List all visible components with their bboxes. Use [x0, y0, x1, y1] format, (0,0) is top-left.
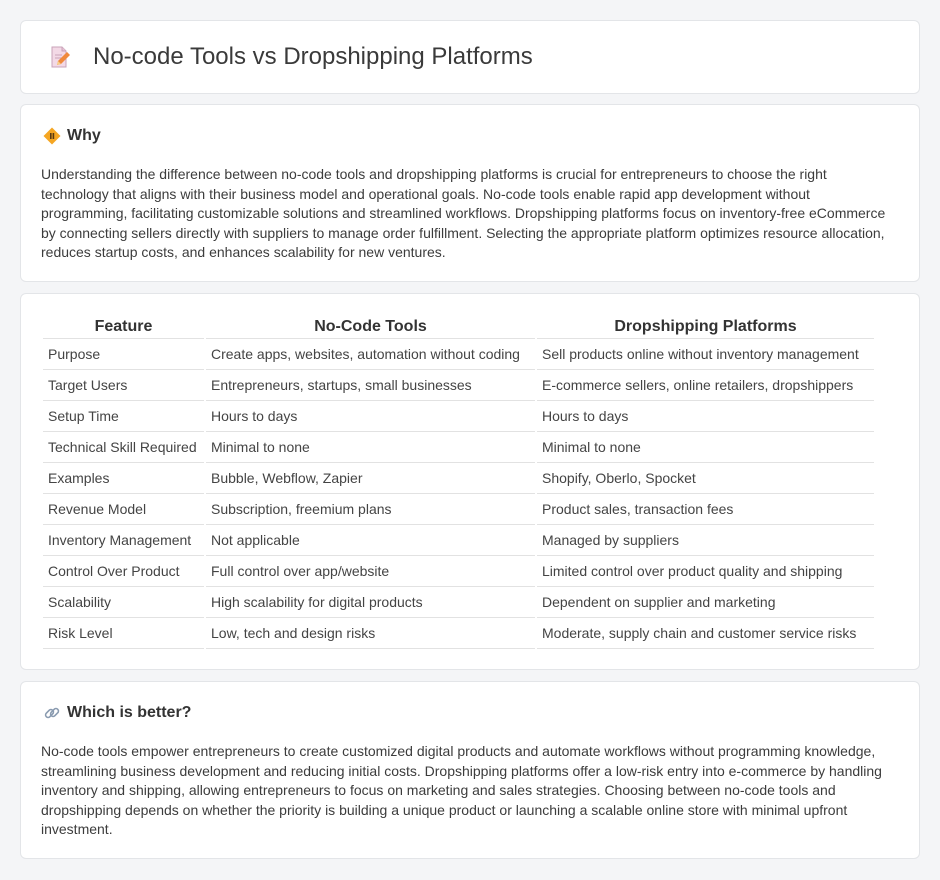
table-row: [43, 618, 874, 649]
why-text: Understanding the difference between no-code tools and dropshipping platforms is crucial for entrepreneurs to choose the right technology that aligns with their business model and operational goals. No-code tools enable rapid app development without programming, facilitating customizable solutions and streamlined workflows. Dropshipping platforms focus on inventory-free eCommerce by connecting sellers directly with suppliers to manage order fulfillment. Selecting the appropriate platform optimizes resource allocation, reduces startup costs, and enhances scalability for new ventures.: [41, 166, 886, 261]
table-body: [43, 339, 874, 649]
cell-dropshipping: Managed by suppliers: [537, 525, 874, 556]
cell-no-code: Entrepreneurs, startups, small businesses: [206, 370, 535, 401]
cell-no-code: Hours to days: [206, 401, 535, 432]
link-icon: [43, 704, 61, 722]
cell-feature: Scalability: [43, 587, 204, 618]
cell-feature: Setup Time: [43, 401, 204, 432]
which-better-card: [20, 681, 920, 859]
cell-dropshipping: Shopify, Oberlo, Spocket: [537, 463, 874, 494]
cell-dropshipping: Dependent on supplier and marketing: [537, 587, 874, 618]
table-row: [43, 525, 874, 556]
column-header-feature: Feature: [43, 316, 204, 339]
cell-no-code: Subscription, freemium plans: [206, 494, 535, 525]
cell-dropshipping: Minimal to none: [537, 432, 874, 463]
cell-dropshipping: Sell products online without inventory management: [537, 339, 874, 370]
cell-no-code: Full control over app/website: [206, 556, 535, 587]
cell-no-code: Bubble, Webflow, Zapier: [206, 463, 535, 494]
cell-no-code: Minimal to none: [206, 432, 535, 463]
title-row: [47, 43, 533, 71]
table-row: [43, 463, 874, 494]
table-row: [43, 494, 874, 525]
column-header-no-code: No-Code Tools: [206, 316, 535, 339]
column-header-dropshipping: Dropshipping Platforms: [537, 316, 874, 339]
table-row: [43, 370, 874, 401]
cell-dropshipping: Moderate, supply chain and customer service risks: [537, 618, 874, 649]
cell-no-code: Not applicable: [206, 525, 535, 556]
cell-feature: Control Over Product: [43, 556, 204, 587]
better-heading-row: [43, 704, 191, 722]
document-pencil-icon: [47, 45, 71, 69]
cell-dropshipping: Limited control over product quality and shipping: [537, 556, 874, 587]
table-row: [43, 587, 874, 618]
cell-feature: Revenue Model: [43, 494, 204, 525]
diamond-signal-icon: [43, 127, 61, 145]
table-row: [43, 556, 874, 587]
title-card: [20, 20, 920, 94]
better-heading: Which is better?: [67, 704, 192, 721]
comparison-card: [20, 293, 920, 670]
cell-no-code: Low, tech and design risks: [206, 618, 535, 649]
cell-feature: Inventory Management: [43, 525, 204, 556]
better-text: No-code tools empower entrepreneurs to create customized digital products and automate workflows without programming knowledge, streamlining business development and reducing initial costs. Dropshipping platforms offer a low-risk entry into e-commerce by handling inventory and shipping, allowing entrepreneurs to focus on marketing and sales strategies. Choosing between no-code tools and dropshipping depends on whether the priority is building a unique product or launching a scalable online store with minimal upfront investment.: [41, 743, 882, 838]
table-header-row: [43, 316, 874, 339]
cell-feature: Risk Level: [43, 618, 204, 649]
table-row: [43, 339, 874, 370]
table-row: [43, 401, 874, 432]
cell-dropshipping: Hours to days: [537, 401, 874, 432]
cell-dropshipping: Product sales, transaction fees: [537, 494, 874, 525]
page-title: No-code Tools vs Dropshipping Platforms: [93, 43, 533, 70]
why-heading: Why: [67, 127, 101, 144]
comparison-table: [41, 316, 876, 649]
cell-no-code: Create apps, websites, automation without coding: [206, 339, 535, 370]
why-card: [20, 104, 920, 282]
cell-no-code: High scalability for digital products: [206, 587, 535, 618]
why-heading-row: [43, 127, 101, 145]
cell-feature: Technical Skill Required: [43, 432, 204, 463]
table-row: [43, 432, 874, 463]
cell-feature: Purpose: [43, 339, 204, 370]
cell-feature: Target Users: [43, 370, 204, 401]
cell-feature: Examples: [43, 463, 204, 494]
cell-dropshipping: E-commerce sellers, online retailers, dropshippers: [537, 370, 874, 401]
